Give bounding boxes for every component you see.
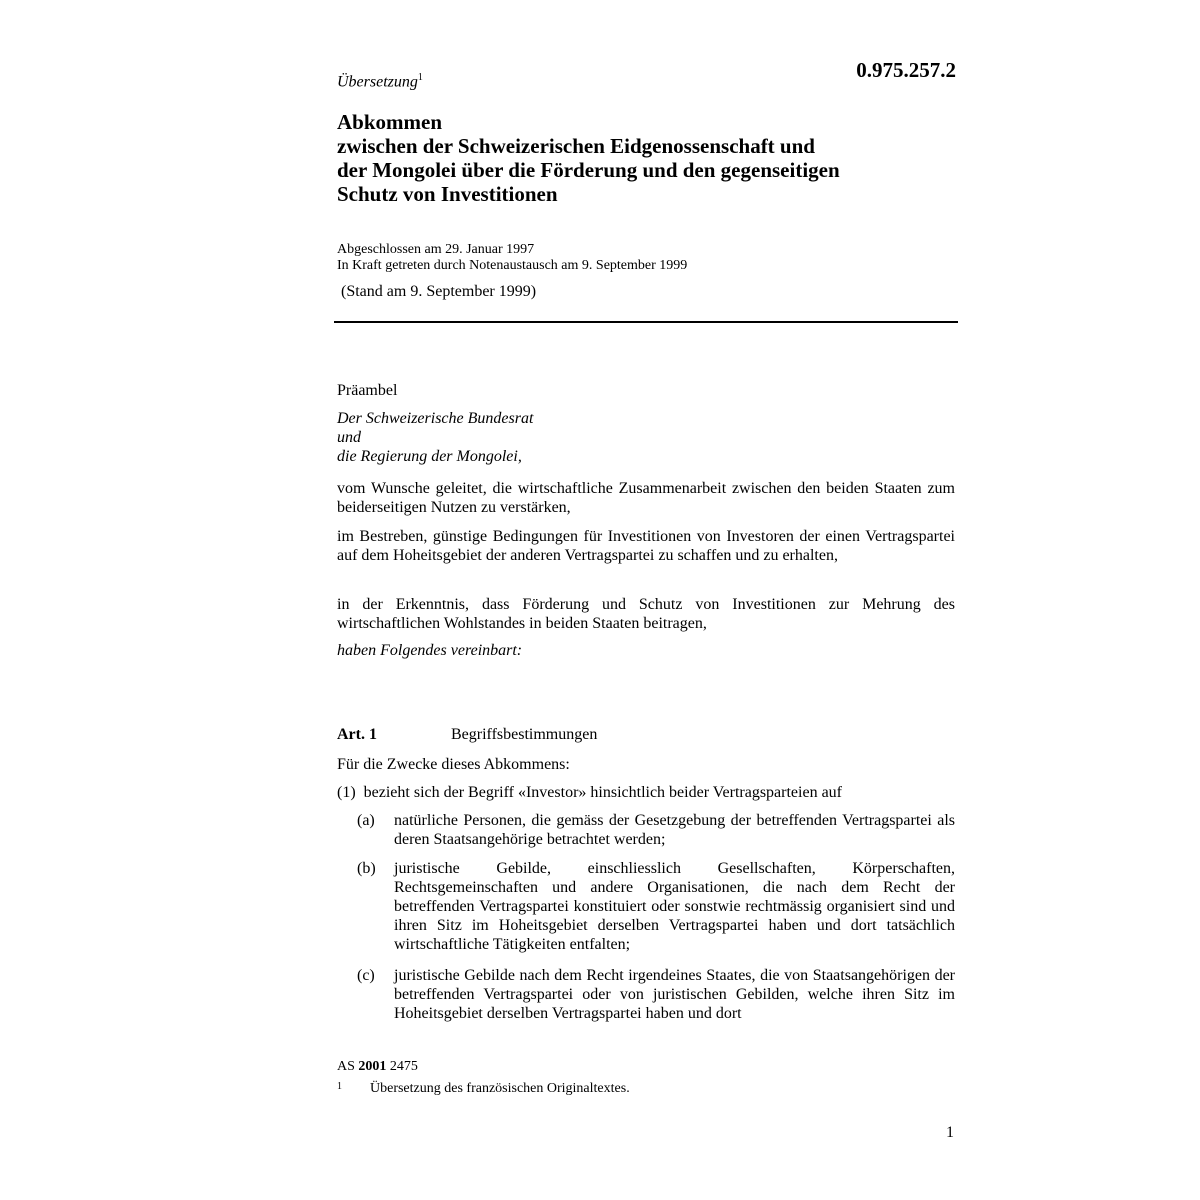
concluded-date: Abgeschlossen am 29. Januar 1997 bbox=[337, 242, 535, 257]
footnote-ref[interactable]: 1 bbox=[417, 72, 423, 83]
preamble-paragraph: in der Erkenntnis, dass Förderung und Schutz von Investitionen zur Mehrung des wirtschaftlichen Wohlstandes in beiden Staaten beitragen, bbox=[337, 596, 955, 632]
subitem-text: natürliche Personen, die gemäss der Gesetzgebung der betreffenden Vertragspartei als deren Staatsangehörige betrachtet werden; bbox=[394, 812, 955, 848]
as-year: 2001 bbox=[358, 1059, 387, 1074]
title-line: der Mongolei über die Förderung und den gegenseitigen bbox=[337, 158, 840, 182]
translation-label bbox=[337, 72, 423, 91]
preamble-paragraph: im Bestreben, günstige Bedingungen für Investitionen von Investoren der einen Vertragspartei auf dem Hoheitsgebiet der anderen Vertragspartei zu schaffen und zu erhalten, bbox=[337, 528, 955, 564]
footnote-number: 1 bbox=[337, 1081, 342, 1092]
preamble-paragraph: vom Wunsche geleitet, die wirtschaftliche Zusammenarbeit zwischen den beiden Staaten zum beiderseitigen Nutzen zu verstärken, bbox=[337, 480, 955, 516]
preamble-parties: Der Schweizerische Bundesrat und die Regierung der Mongolei, bbox=[337, 410, 534, 465]
document-title bbox=[337, 110, 977, 206]
title-line: Abkommen bbox=[337, 110, 443, 134]
as-page: 2475 bbox=[389, 1059, 418, 1074]
subitem-label: (b) bbox=[357, 860, 376, 877]
title-line: Schutz von Investitionen bbox=[337, 182, 558, 206]
page-number: 1 bbox=[946, 1124, 954, 1141]
preamble-closing: haben Folgendes vereinbart: bbox=[337, 642, 523, 659]
sr-number: 0.975.257.2 bbox=[856, 58, 956, 82]
article-intro: Für die Zwecke dieses Abkommens: bbox=[337, 756, 570, 773]
as-prefix: AS bbox=[337, 1059, 355, 1074]
footnote-text: Übersetzung des französischen Originaltextes. bbox=[370, 1081, 630, 1096]
subitem-label: (a) bbox=[357, 812, 375, 829]
subitem-text: juristische Gebilde nach dem Recht irgendeines Staates, die von Staatsangehörigen der betreffenden Vertragspartei oder von juristischen Gebilden, welche ihren Sitz im Hoheitsgebiet derselben Vertragspartei haben und dort bbox=[394, 967, 955, 1022]
translation-label-text: Übersetzung bbox=[337, 73, 418, 91]
official-collection-ref bbox=[337, 1059, 418, 1075]
document-meta bbox=[337, 242, 687, 274]
article-title: Begriffsbestimmungen bbox=[451, 726, 598, 743]
subitem-label: (c) bbox=[357, 967, 375, 984]
title-line: zwischen der Schweizerischen Eidgenossenschaft und bbox=[337, 134, 815, 158]
preamble-heading: Präambel bbox=[337, 382, 398, 399]
header-divider bbox=[334, 321, 958, 323]
status-date: (Stand am 9. September 1999) bbox=[341, 283, 537, 300]
in-force-date: In Kraft getreten durch Notenaustausch am 9. September 1999 bbox=[337, 258, 688, 273]
article-item-1: (1) bezieht sich der Begriff «Investor» hinsichtlich beider Vertragsparteien auf bbox=[337, 784, 843, 801]
subitem-text: juristische Gebilde, einschliesslich Gesellschaften, Körperschaften, Rechtsgemeinschaften und andere Organisationen, die nach dem Recht der betreffenden Vertragspartei konstituiert oder sonstwie rechtmässig organisiert sind und ihren Sitz im Hoheitsgebiet derselben Vertragspartei haben und dort tatsächlich wirtschaftliche Tätigkeiten entfalten; bbox=[394, 860, 955, 953]
article-number: Art. 1 bbox=[337, 726, 377, 743]
